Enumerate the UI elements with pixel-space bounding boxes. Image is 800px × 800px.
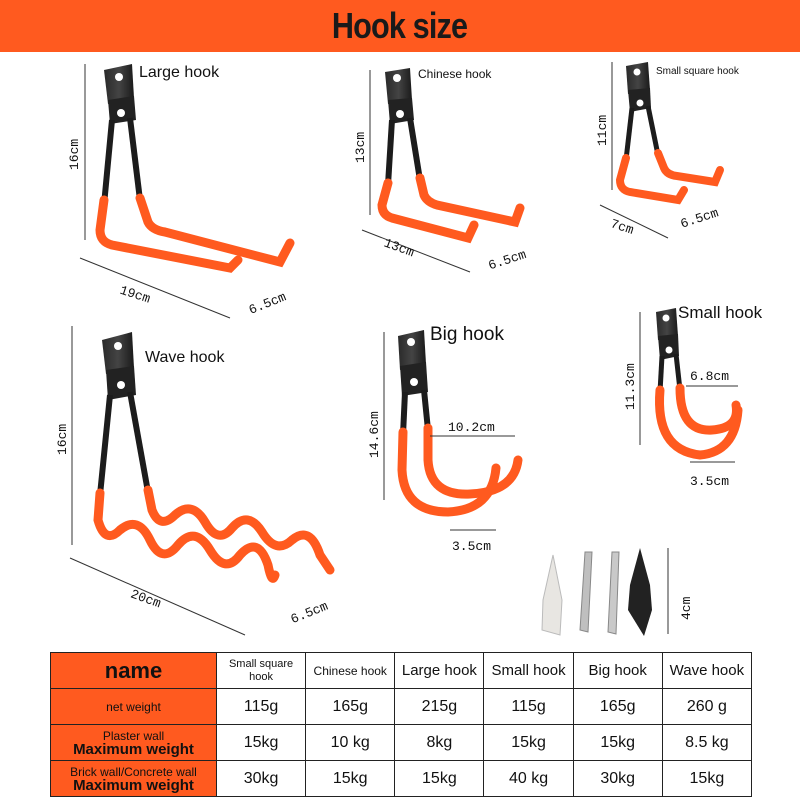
- column-header: Small square hook: [217, 653, 306, 689]
- chinese-depth: 6.5cm: [486, 246, 529, 274]
- table-cell: 15kg: [573, 725, 662, 761]
- large-hook: [67, 64, 290, 318]
- table-cell: 40 kg: [484, 761, 573, 797]
- row-label: [51, 725, 217, 761]
- table-cell: 260 g: [662, 689, 751, 725]
- chinese-width: 13cm: [381, 235, 417, 261]
- row-label-sub: Maximum weight: [73, 740, 194, 758]
- small-reach: 6.8cm: [690, 369, 730, 384]
- column-header: Large hook: [395, 653, 484, 689]
- column-header: Big hook: [573, 653, 662, 689]
- small-square-depth: 6.5cm: [678, 205, 721, 232]
- table-cell: 115g: [217, 689, 306, 725]
- row-label-text: net weight: [106, 699, 161, 714]
- big-hook-label: Big hook: [430, 324, 504, 345]
- table-cell: 115g: [484, 689, 573, 725]
- big-reach: 10.2cm: [448, 420, 495, 435]
- table-cell: 8.5 kg: [662, 725, 751, 761]
- small-square-hook-label: Small square hook: [656, 66, 739, 77]
- anchor-length: 4cm: [679, 596, 694, 620]
- wave-hook-label: Wave hook: [145, 349, 225, 366]
- row-label-text: Plaster wall: [102, 728, 165, 743]
- wave-height: 16cm: [55, 423, 70, 455]
- table-row: [51, 725, 752, 761]
- chinese-height: 13cm: [353, 131, 368, 163]
- large-depth: 6.5cm: [246, 289, 289, 318]
- table-cell: 15kg: [306, 761, 395, 797]
- big-height: 14.6cm: [367, 411, 382, 458]
- big-hook: [367, 324, 518, 554]
- chinese-hook-label: Chinese hook: [418, 67, 492, 81]
- large-width: 19cm: [117, 282, 153, 307]
- large-height: 16cm: [67, 138, 82, 170]
- small-gap: 3.5cm: [690, 474, 730, 489]
- anchors-and-screws: [542, 548, 694, 636]
- row-label: [51, 761, 217, 797]
- small-square-width: 7cm: [608, 216, 636, 238]
- table-cell: 15kg: [662, 761, 751, 797]
- row-label-text: Brick wall/Concrete wall: [70, 764, 197, 779]
- table-cell: 15kg: [484, 725, 573, 761]
- small-square-hook: [595, 62, 740, 238]
- page-title: Hook size: [332, 5, 468, 46]
- column-header: Small hook: [484, 653, 573, 689]
- table-row: [51, 761, 752, 797]
- small-hook-label: Small hook: [678, 303, 763, 322]
- name-header: name: [51, 653, 217, 689]
- small-hook: [623, 303, 763, 489]
- table-cell: 8kg: [395, 725, 484, 761]
- small-square-height: 11cm: [595, 114, 610, 146]
- small-height: 11.3cm: [623, 363, 638, 410]
- column-header: Chinese hook: [306, 653, 395, 689]
- large-hook-label: Large hook: [139, 64, 220, 81]
- wave-hook: [55, 326, 330, 635]
- table-header-row: [51, 653, 752, 689]
- table-cell: 30kg: [217, 761, 306, 797]
- table-cell: 165g: [573, 689, 662, 725]
- wave-depth: 6.5cm: [288, 598, 331, 628]
- row-label-sub: Maximum weight: [73, 776, 194, 794]
- table-cell: 15kg: [395, 761, 484, 797]
- column-header: Wave hook: [662, 653, 751, 689]
- specification-table: [50, 652, 752, 797]
- table-row: [51, 689, 752, 725]
- table-cell: 30kg: [573, 761, 662, 797]
- big-gap: 3.5cm: [452, 539, 492, 554]
- table-cell: 215g: [395, 689, 484, 725]
- table-cell: 10 kg: [306, 725, 395, 761]
- wave-width: 20cm: [128, 586, 163, 612]
- table-cell: 15kg: [217, 725, 306, 761]
- row-label: [51, 689, 217, 725]
- chinese-hook: [353, 67, 528, 273]
- table-cell: 165g: [306, 689, 395, 725]
